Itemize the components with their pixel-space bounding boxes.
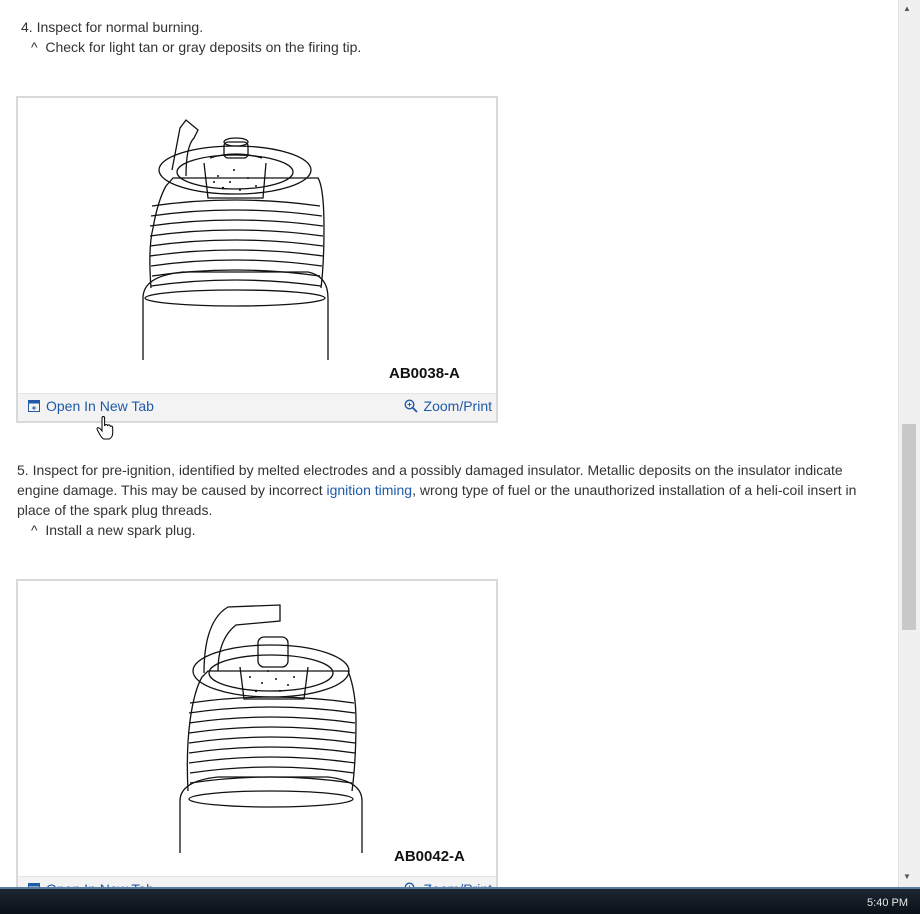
figure-ab0038 (16, 96, 498, 423)
bullet-caret: ^ (31, 522, 38, 538)
step-5-text-before: Inspect for pre-ignition, identified by melted electrodes and a possibly damaged insulator. Metallic deposits on the insulator indicate engine damage. This may be caused by incorrect (17, 462, 843, 498)
taskbar-clock[interactable]: 5:40 PM (867, 897, 908, 909)
step-5-subtext: Install a new spark plug. (45, 522, 196, 538)
figure-code: AB0038-A (389, 365, 460, 382)
figure-toolbar (18, 393, 496, 421)
taskbar (0, 887, 920, 914)
open-tab-icon (28, 400, 40, 412)
spark-plug-preignition-illustration (18, 581, 496, 877)
step-5-substep (31, 520, 196, 540)
zoom-print-label: Zoom/Print (423, 398, 492, 414)
step-4-subtext: Check for light tan or gray deposits on the firing tip. (45, 39, 362, 55)
open-in-new-tab-label: Open In New Tab (46, 398, 154, 414)
scroll-down-arrow-icon[interactable]: ▼ (903, 872, 911, 881)
scrollbar-thumb[interactable] (902, 424, 916, 630)
figure-ab0042 (16, 579, 498, 906)
vertical-scrollbar[interactable] (898, 0, 920, 887)
step-4-number: 4. (21, 19, 33, 35)
ignition-timing-link[interactable]: ignition timing (326, 482, 413, 498)
spark-plug-normal-illustration (18, 98, 496, 394)
hand-cursor-icon (96, 416, 114, 440)
figure-code: AB0042-A (394, 848, 465, 865)
zoom-print-link[interactable] (404, 398, 492, 414)
scroll-up-arrow-icon[interactable]: ▲ (903, 4, 911, 13)
step-4 (21, 17, 203, 37)
step-5-text-after: , wrong type of fuel or the unauthorized installation of a heli-coil insert in place of the spark plug threads. (17, 482, 857, 518)
step-4-text: Inspect for normal burning. (36, 19, 204, 35)
step-4-substep (31, 37, 361, 57)
bullet-caret: ^ (31, 39, 38, 55)
open-in-new-tab-link[interactable] (28, 398, 154, 414)
zoom-in-icon (404, 399, 418, 413)
step-5 (17, 460, 887, 520)
step-5-number: 5. (17, 462, 29, 478)
